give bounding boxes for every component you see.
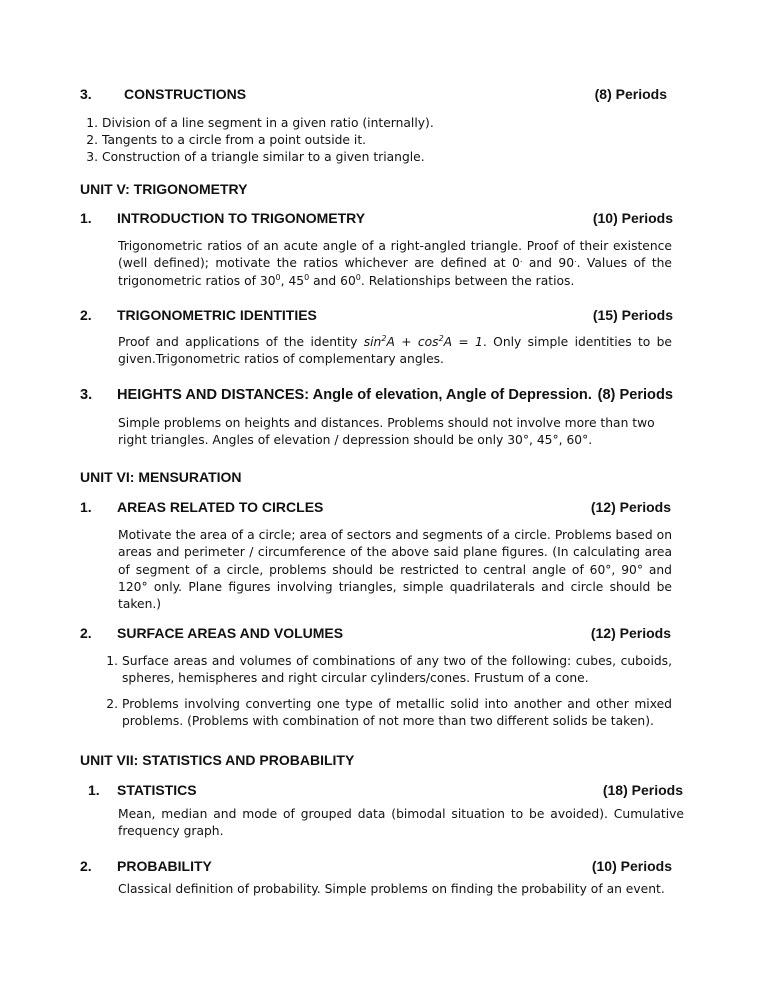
section-number: 1. [80, 210, 92, 226]
section-heading-heights-distances [80, 386, 673, 404]
section-title: HEIGHTS AND DISTANCES: Angle of elevation, Angle of Depression. [117, 387, 592, 403]
section-heading-trig-identities [80, 306, 673, 324]
section-heading-intro-trig [80, 209, 673, 227]
section-number: 1. [80, 499, 92, 515]
section-title: INTRODUCTION TO TRIGONOMETRY [117, 210, 366, 226]
section-text-areas-circles: Motivate the area of a circle; area of sectors and segments of a circle. Problems based on areas and perimeter / circumference of the above said plane figures. (In calculating area of segment of a circle, problems should be restricted to central angle of 60°, 90° and 120° only. Plane figures involving triangles, simple quadrilaterals and circle should be taken.) [118, 528, 672, 612]
section-title: PROBABILITY [117, 858, 212, 874]
section-periods: (12) Periods [590, 499, 671, 515]
unit-heading-statistics-probability: UNIT VII: STATISTICS AND PROBABILITY [80, 752, 355, 768]
list-item: 2. Problems involving converting one type of metallic solid into another and other mixed problems. (Problems with combination of not more than two different solids be taken). [106, 697, 672, 728]
list-item: 3. Construction of a triangle similar to a given triangle. [86, 150, 425, 164]
section-number: 2. [80, 625, 92, 641]
list-item: 2. Tangents to a circle from a point outside it. [86, 133, 367, 147]
list-item: 1. Surface areas and volumes of combinations of any two of the following: cubes, cuboids, spheres, hemispheres and right circular cylinders/cones. Frustum of a cone. [106, 654, 672, 685]
section-title: AREAS RELATED TO CIRCLES [117, 499, 324, 515]
unit-heading-trigonometry: UNIT V: TRIGONOMETRY [80, 181, 248, 197]
section-heading-constructions [80, 85, 667, 103]
section-number: 2. [80, 858, 92, 874]
section-periods: (15) Periods [592, 307, 673, 323]
section-title: TRIGONOMETRIC IDENTITIES [117, 307, 317, 323]
list-item: 1. Division of a line segment in a given ratio (internally). [86, 116, 434, 130]
section-text-trig-identities: Proof and applications of the identity $\sin^2A + \cos^2A = 1$. Only simple identities to be given.Trigonometric ratios of complementary angles. [118, 333, 673, 367]
section-text-heights-distances: Simple problems on heights and distances. Problems should not involve more than two right triangles. Angles of elevation / depression should be only 30°, 45°, 60°. [118, 416, 655, 448]
section-heading-statistics [88, 781, 683, 799]
section-number: 2. [80, 307, 92, 323]
section-title: SURFACE AREAS AND VOLUMES [117, 625, 344, 641]
section-text-intro-trig: Trigonometric ratios of an acute angle of a right-angled triangle. Proof of their existence (well defined); motivate the ratios whichever are defined at 0. and 90.. Values of the trigonometric ratios of $30^0$, $45^0$ and $60^0$. Relationships between the ratios. [118, 239, 672, 288]
section-title: CONSTRUCTIONS [124, 86, 247, 102]
section-periods: (10) Periods [591, 858, 672, 874]
section-periods: (18) Periods [602, 782, 683, 798]
section-text-probability: Classical definition of probability. Simple problems on finding the probability of an event. [118, 882, 665, 896]
section-number: 1. [88, 782, 100, 798]
section-heading-surface-areas [80, 624, 671, 642]
section-periods: (8) Periods [594, 86, 667, 102]
section-periods: (12) Periods [590, 625, 671, 641]
section-heading-probability [80, 857, 672, 875]
section-periods: (10) Periods [592, 210, 673, 226]
section-text-statistics: Mean, median and mode of grouped data (bimodal situation to be avoided). Cumulative frequency graph. [118, 807, 684, 839]
section-number: 3. [80, 86, 92, 102]
constructions-list [78, 115, 638, 166]
unit-heading-mensuration: UNIT VI: MENSURATION [80, 469, 242, 485]
surface-areas-list [98, 653, 672, 730]
section-title: STATISTICS [117, 782, 197, 798]
section-periods: (8) Periods [597, 387, 673, 403]
section-heading-areas-circles [80, 498, 671, 516]
section-number: 3. [80, 387, 93, 403]
